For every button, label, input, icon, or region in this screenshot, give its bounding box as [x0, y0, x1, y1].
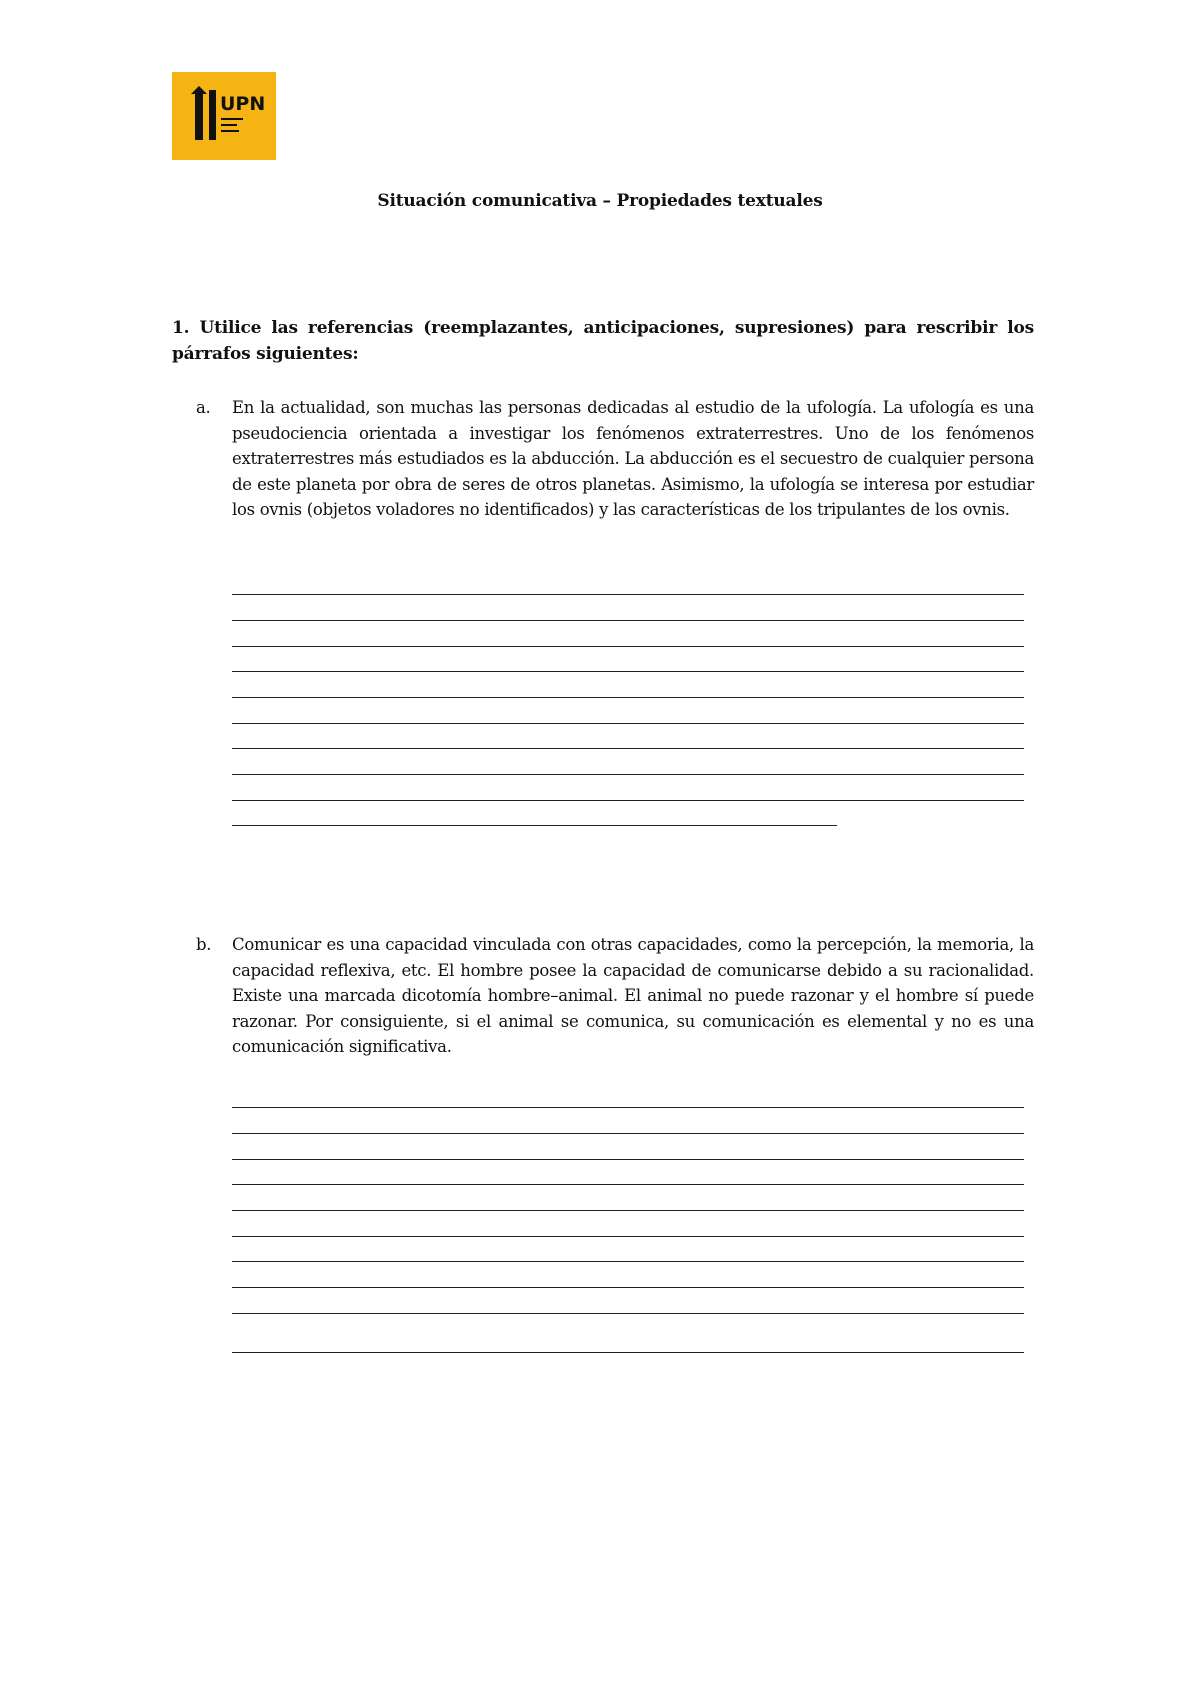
answer-line[interactable] — [232, 1184, 1024, 1185]
upn-logo-mark — [172, 72, 276, 160]
item-paragraph: En la actualidad, son muchas las personas dedicadas al estudio de la ufología. La ufología es una pseudociencia orientada a investigar los fenómenos extraterrestres. Uno de los fenómenos extraterrestres más estudiados es la abducción. La abducción es el secuestro de cualquier persona de este planeta por obra de seres de otros planetas. Asimismo, la ufología se interesa por estudiar los ovnis (objetos voladores no identificados) y las características de los tripulantes de los ovnis. — [232, 398, 1034, 519]
item-paragraph: Comunicar es una capacidad vinculada con otras capacidades, como la percepción, la memoria, la capacidad reflexiva, etc. El hombre posee la capacidad de comunicarse debido a su racionalidad. Existe una marcada dicotomía hombre–animal. El animal no puede razonar y el hombre sí puede razonar. Por consiguiente, si el animal se comunica, su comunicación es elemental y no es una comunicación significativa. — [232, 935, 1034, 1056]
answer-line[interactable] — [232, 1210, 1024, 1211]
svg-text:UPN: UPN — [220, 93, 266, 115]
answer-line[interactable] — [232, 800, 1024, 801]
answer-line[interactable] — [232, 646, 1024, 647]
exercise-item-b — [196, 932, 1034, 1060]
page-title: Situación comunicativa – Propiedades textuales — [377, 191, 823, 211]
answer-line[interactable] — [232, 594, 1024, 595]
answer-line[interactable] — [232, 1352, 1024, 1353]
item-letter: b. — [196, 935, 212, 954]
exercise-item-a — [196, 395, 1034, 523]
upn-logo — [172, 72, 276, 160]
answer-line[interactable] — [232, 825, 837, 826]
answer-line[interactable] — [232, 723, 1024, 724]
answer-line[interactable] — [232, 1313, 1024, 1314]
answer-line[interactable] — [232, 1107, 1024, 1108]
answer-line[interactable] — [232, 620, 1024, 621]
answer-line[interactable] — [232, 697, 1024, 698]
answer-line[interactable] — [232, 1261, 1024, 1262]
answer-line[interactable] — [232, 1159, 1024, 1160]
answer-line[interactable] — [232, 748, 1024, 749]
item-letter: a. — [196, 398, 211, 417]
answer-line[interactable] — [232, 671, 1024, 672]
answer-line[interactable] — [232, 1133, 1024, 1134]
answer-line[interactable] — [232, 1287, 1024, 1288]
question-instruction: 1. Utilice las referencias (reemplazantes, anticipaciones, supresiones) para rescribir los párrafos siguientes: — [172, 318, 1034, 364]
answer-line[interactable] — [232, 1236, 1024, 1237]
answer-line[interactable] — [232, 774, 1024, 775]
